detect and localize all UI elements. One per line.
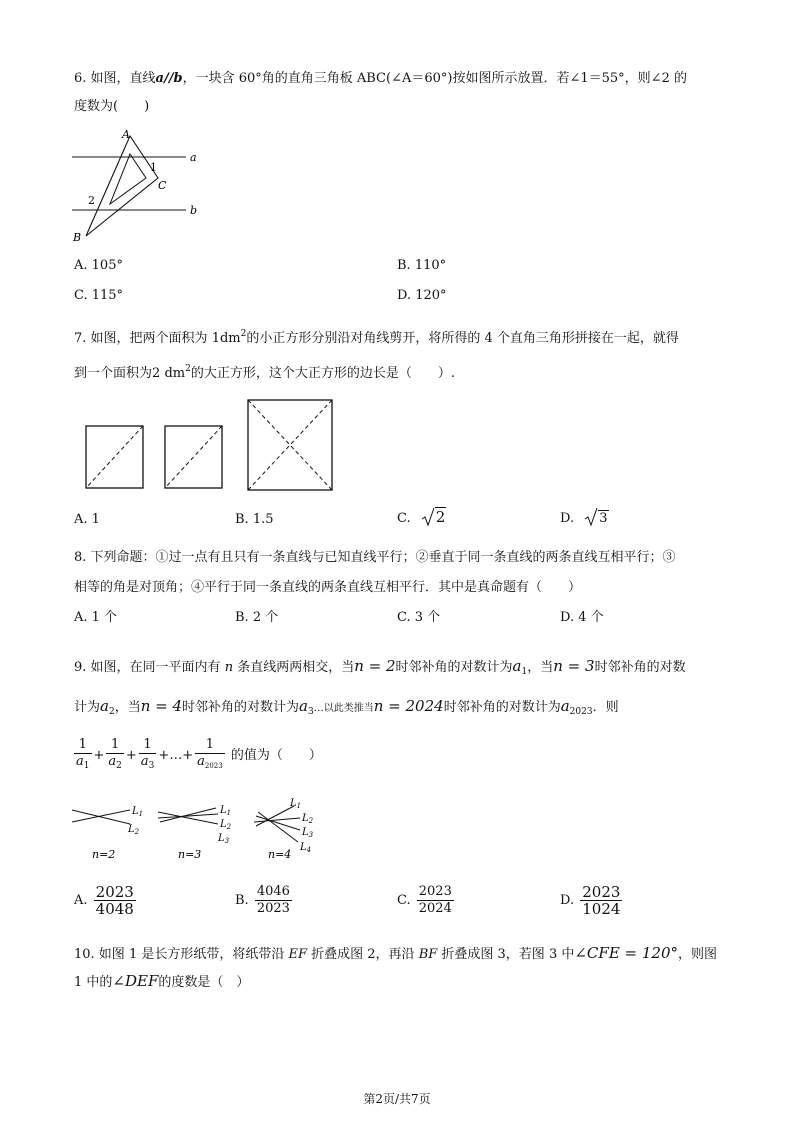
q9-frac-1-sub: 1 xyxy=(83,761,90,771)
large-square xyxy=(248,400,332,490)
label-a: a xyxy=(190,151,197,164)
q9-option-d-num: 2023 xyxy=(582,883,621,901)
label-1: 1 xyxy=(150,161,157,174)
q9-frac-last-den: $a_{2023}$ xyxy=(197,754,223,770)
q9-text-j: 时邻补角的对数计为 xyxy=(443,700,561,715)
n4-label-L1: $L_1$ xyxy=(290,798,302,810)
q9-a3-sub: 3 xyxy=(308,707,314,717)
q9-plus-2: + xyxy=(125,748,137,763)
label-b: b xyxy=(190,204,198,217)
q9-text-c: 时邻补角的对数计为 xyxy=(395,660,513,675)
q9-option-d-frac xyxy=(580,884,622,917)
q9-text-b: 条直线两两相交，当 xyxy=(237,660,355,675)
q10-bf: BF xyxy=(418,947,438,962)
large-square-diagonal-1 xyxy=(248,400,332,490)
q8-option-b[interactable]: B. 2 个 xyxy=(235,610,279,625)
q9-option-b-label: B. xyxy=(235,893,249,908)
q7-unit1-exp: 2 xyxy=(240,329,247,339)
q7-option-d-label: D. xyxy=(560,511,575,526)
q9-sum-expression xyxy=(72,734,322,778)
q9-eq4: n = 2024 xyxy=(373,697,444,715)
q9-text-d: ，当 xyxy=(527,660,554,675)
q6-triangle-figure xyxy=(68,126,208,244)
n3-label-L1: $L_1$ xyxy=(220,805,232,817)
q8-stem-line1: 8. 下列命题：①过一点有且只有一条直线与已知直线平行；②垂直于同一条直线的两条直线互相平行；③ xyxy=(74,550,676,565)
q9-option-a-label: A. xyxy=(74,893,88,908)
q10-stem-line2 xyxy=(74,972,249,992)
q9-a3: a xyxy=(299,697,308,715)
q9-sum-tail: 的值为（ ） xyxy=(230,748,322,763)
q10-text-a: 10. 如图 1 是长方形纸带，将纸带沿 xyxy=(74,947,285,962)
q9-plus-4: + xyxy=(182,748,194,763)
q9-option-b[interactable] xyxy=(235,884,294,917)
q9-option-c-label: C. xyxy=(397,893,411,908)
q9-a1-sub: 1 xyxy=(521,667,528,677)
n2-caption: n=2 xyxy=(92,848,116,861)
q7-text-a: 7. 如图，把两个面积为 xyxy=(74,331,208,346)
q9-a2-sub: 2 xyxy=(108,707,115,717)
small-square-2-diagonal xyxy=(165,426,222,488)
q7-unit2-exp: 2 xyxy=(185,364,191,374)
q9-eq1: n = 2 xyxy=(354,657,396,675)
q7-option-c-radicand: 2 xyxy=(435,508,446,526)
q10-text-f: 的度数是（ ） xyxy=(158,975,250,990)
q9-frac-3 xyxy=(139,737,157,774)
q9-lines-figure xyxy=(68,796,338,864)
q6-stem-line1 xyxy=(74,70,687,88)
q7-option-a[interactable]: A. 1 xyxy=(74,512,100,527)
q9-frac-3-num: 1 xyxy=(139,737,157,754)
q7-area1: 1 xyxy=(211,331,220,346)
triangle-inner xyxy=(110,154,146,204)
q9-text-g: ，当 xyxy=(114,700,141,715)
n3-label-L2: $L_2$ xyxy=(220,819,232,831)
q9-option-a[interactable] xyxy=(74,884,138,917)
small-square-1-diagonal xyxy=(86,426,143,488)
q9-var-n: n xyxy=(224,660,234,675)
q9-frac-2-num: 1 xyxy=(106,737,124,754)
q7-squares-figure xyxy=(80,396,340,496)
q9-frac-2 xyxy=(106,737,124,774)
q9-option-c-den: 2024 xyxy=(418,901,452,916)
q9-option-d-label: D. xyxy=(560,893,575,908)
q9-option-b-den: 2023 xyxy=(256,901,290,916)
q9-option-b-frac xyxy=(255,884,292,917)
q9-text-e: 时邻补角的对数 xyxy=(594,660,686,675)
q7-unit2: dm xyxy=(164,366,186,381)
q10-text-e: 1 中的 xyxy=(74,975,113,990)
n2-label-L1: $L_1$ xyxy=(132,806,144,818)
q9-a1: a xyxy=(512,657,522,675)
n4-label-L4: $L_4$ xyxy=(300,842,312,854)
q6-option-a[interactable]: A. 105° xyxy=(74,258,123,273)
q9-option-c-num: 2023 xyxy=(418,884,452,899)
q9-frac-1-den: $a_1$ xyxy=(76,754,90,771)
q7-option-c[interactable] xyxy=(397,507,446,528)
q7-text-b: 的小正方形分别沿对角线剪开，将所得的 4 个直角三角形拼接在一起，就得 xyxy=(246,331,679,346)
q9-ellipsis: … xyxy=(169,748,183,763)
q9-text-i: …以此类推当 xyxy=(313,703,374,714)
q10-text-c: 折叠成图 3，若图 3 中 xyxy=(441,947,575,962)
q7-option-d[interactable] xyxy=(560,507,609,528)
q9-a2: a xyxy=(100,697,109,715)
q8-option-d[interactable]: D. 4 个 xyxy=(560,610,604,625)
q8-option-c[interactable]: C. 3 个 xyxy=(397,610,441,625)
n3-caption: n=3 xyxy=(178,848,202,861)
q7-text-d: 的大正方形，这个大正方形的边长是（ ）. xyxy=(190,366,455,381)
q6-text-b: ，一块含 60°角的直角三角板 ABC(∠A＝60°)按如图所示放置．若∠1＝55°，则∠2 的 xyxy=(182,71,687,86)
q9-frac-3-sub: 3 xyxy=(148,761,155,771)
q9-option-d-den: 1024 xyxy=(582,900,621,918)
q9-option-c[interactable] xyxy=(397,884,456,917)
q9-stem-line2 xyxy=(74,697,619,721)
q9-option-c-frac xyxy=(417,884,454,917)
label-A: A xyxy=(122,128,130,141)
q9-text-a: 9. 如图，在同一平面内有 xyxy=(74,660,221,675)
q9-frac-1-num: 1 xyxy=(74,737,92,754)
q6-option-c[interactable]: C. 115° xyxy=(74,288,124,303)
q9-frac-last-num: 1 xyxy=(195,737,225,754)
sqrt-sign-icon xyxy=(584,507,598,527)
q6-parallel-expr: a//b xyxy=(155,71,183,86)
label-B: B xyxy=(73,231,82,244)
q7-option-c-label: C. xyxy=(397,511,411,526)
q7-unit1: dm xyxy=(219,331,241,346)
q9-a2023-sub: 2023 xyxy=(569,707,593,717)
sqrt-sign-icon xyxy=(421,507,435,527)
n4-label-L2: $L_2$ xyxy=(302,813,314,825)
n3-line-2 xyxy=(158,812,218,824)
q10-stem-line1 xyxy=(74,944,717,964)
q9-a2023: a xyxy=(560,697,570,715)
q9-frac-last xyxy=(195,737,225,774)
q7-option-b[interactable]: B. 1.5 xyxy=(235,512,274,527)
n4-label-L3: $L_3$ xyxy=(302,827,314,839)
q8-option-a[interactable]: A. 1 个 xyxy=(74,610,118,625)
q9-stem-line1 xyxy=(74,657,686,681)
q7-option-d-radicand: 3 xyxy=(599,511,608,526)
q10-ef: EF xyxy=(288,947,307,962)
q8-stem-line2: 相等的角是对顶角；④平行于同一条直线的两条直线互相平行．其中是真命题有（ ） xyxy=(74,580,582,595)
label-C: C xyxy=(158,179,167,192)
q9-text-k: ．则 xyxy=(592,700,619,715)
q7-area2: 2 xyxy=(152,366,161,381)
q9-eq2: n = 3 xyxy=(553,657,595,675)
q10-angle-cfe: ∠CFE = 120° xyxy=(574,944,678,962)
q9-frac-2-den: $a_2$ xyxy=(108,754,122,771)
q9-frac-1 xyxy=(74,737,92,774)
large-square-diagonal-2 xyxy=(248,400,332,490)
q9-text-h: 时邻补角的对数计为 xyxy=(182,700,300,715)
q9-option-d[interactable] xyxy=(560,884,624,917)
q7-text-c: 到一个面积为 xyxy=(74,366,153,381)
q9-eq3: n = 4 xyxy=(140,697,183,715)
q9-text-f: 计为 xyxy=(74,700,101,715)
q9-frac-3-den: $a_3$ xyxy=(140,754,155,771)
q6-stem-line2: 度数为( ) xyxy=(74,99,150,114)
q9-frac-2-sub: 2 xyxy=(116,761,122,771)
q6-option-b[interactable]: B. 110° xyxy=(397,258,447,273)
q9-option-b-num: 4046 xyxy=(256,884,290,899)
n2-label-L2: $L_2$ xyxy=(128,824,140,836)
n3-label-L3: $L_3$ xyxy=(218,833,230,845)
n4-line-2 xyxy=(254,818,300,822)
q10-angle-def: ∠DEF xyxy=(112,972,159,990)
q9-option-a-den: 4048 xyxy=(95,900,134,918)
n4-line-1 xyxy=(256,806,294,826)
q9-plus-1: + xyxy=(93,748,105,763)
q9-plus-3: + xyxy=(158,748,170,763)
q10-text-d: ，则图 xyxy=(678,947,718,962)
q6-option-d[interactable]: D. 120° xyxy=(397,288,447,303)
q10-text-b: 折叠成图 2，再沿 xyxy=(311,947,415,962)
q9-option-a-num: 2023 xyxy=(95,883,134,901)
q7-stem-line1 xyxy=(74,325,679,348)
q9-frac-last-sub: 2023 xyxy=(204,762,223,770)
q7-stem-line2 xyxy=(74,360,455,383)
q6-text-a: 6. 如图，直线 xyxy=(74,71,156,86)
q9-option-a-frac xyxy=(94,884,136,917)
label-2: 2 xyxy=(88,194,95,207)
n4-caption: n=4 xyxy=(268,848,292,861)
triangle-outer xyxy=(86,136,158,236)
page-footer: 第2页/共7页 xyxy=(363,1092,431,1106)
